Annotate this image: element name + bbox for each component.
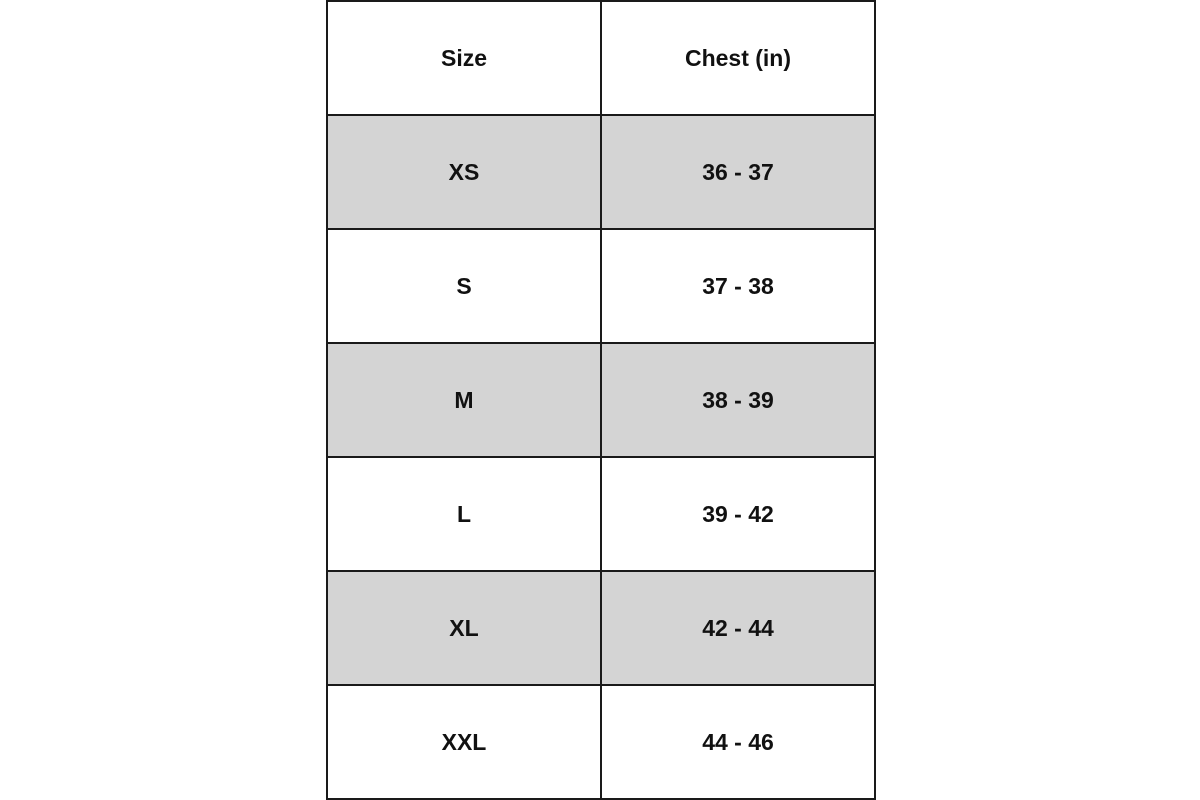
header-chest: Chest (in) xyxy=(601,1,875,115)
table-row xyxy=(327,571,875,685)
size-cell: M xyxy=(327,343,601,457)
size-cell: XL xyxy=(327,571,601,685)
table-row xyxy=(327,685,875,799)
chest-cell: 39 - 42 xyxy=(601,457,875,571)
size-cell: XS xyxy=(327,115,601,229)
size-chart-table xyxy=(326,0,876,800)
size-cell: S xyxy=(327,229,601,343)
size-cell: L xyxy=(327,457,601,571)
table-row xyxy=(327,229,875,343)
table-row xyxy=(327,115,875,229)
chest-cell: 38 - 39 xyxy=(601,343,875,457)
chest-cell: 44 - 46 xyxy=(601,685,875,799)
table-row xyxy=(327,343,875,457)
table-header-row xyxy=(327,1,875,115)
size-cell: XXL xyxy=(327,685,601,799)
chest-cell: 42 - 44 xyxy=(601,571,875,685)
table-row xyxy=(327,457,875,571)
chest-cell: 37 - 38 xyxy=(601,229,875,343)
header-size: Size xyxy=(327,1,601,115)
chest-cell: 36 - 37 xyxy=(601,115,875,229)
